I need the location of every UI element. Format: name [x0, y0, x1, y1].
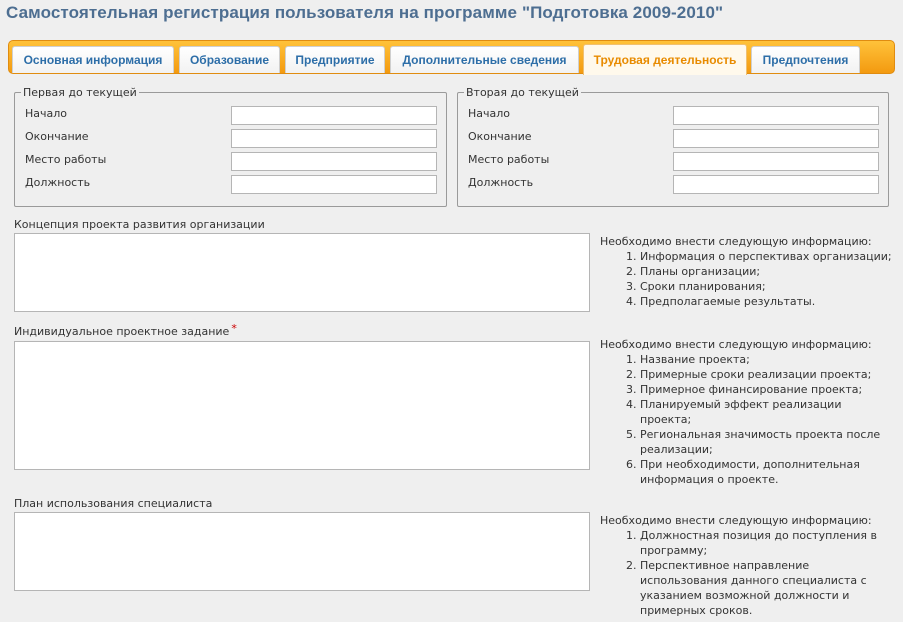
hint-item: 3. Примерное финансирование проекта;	[640, 382, 895, 397]
plan-textarea[interactable]	[14, 512, 590, 591]
job1-start-input[interactable]	[231, 106, 437, 125]
hint-item: 1. Должностная позиция до поступления в программу;	[640, 528, 895, 558]
hint-item: 2. Планы организации;	[640, 264, 895, 279]
plan-label: План использования специалиста	[14, 497, 213, 510]
hint-item: 4. Планируемый эффект реализации проекта;	[640, 397, 895, 427]
hint-item: 3. Сроки планирования;	[640, 279, 895, 294]
concept-hint	[600, 234, 895, 309]
hint-item: 5. Региональная значимость проекта после реализации;	[640, 427, 895, 457]
tab-work-activity[interactable]: Трудовая деятельность	[583, 44, 747, 75]
assignment-textarea[interactable]	[14, 341, 590, 470]
tab-preferences[interactable]: Предпочтения	[751, 46, 860, 73]
job1-position-input[interactable]	[231, 175, 437, 194]
job2-start-label: Начало	[468, 107, 511, 120]
assignment-label: Индивидуальное проектное задание	[14, 325, 230, 338]
hint-item: 2. Перспективное направление использования данного специалиста с указанием возможной должности и примерных сроков.	[640, 558, 895, 618]
job2-position-label: Должность	[468, 176, 534, 189]
tab-education[interactable]: Образование	[179, 46, 280, 73]
tab-bar	[8, 40, 895, 74]
job2-position-input[interactable]	[673, 175, 879, 194]
tab-enterprise[interactable]: Предприятие	[285, 46, 385, 73]
job2-legend: Вторая до текущей	[466, 86, 579, 99]
job1-workplace-input[interactable]	[231, 152, 437, 171]
job2-end-label: Окончание	[468, 130, 532, 143]
job2-workplace-input[interactable]	[673, 152, 879, 171]
job1-position-label: Должность	[25, 176, 91, 189]
hint-item: 6. При необходимости, дополнительная информация о проекте.	[640, 457, 895, 487]
job1-end-label: Окончание	[25, 130, 89, 143]
plan-hint	[600, 513, 895, 618]
hint-item: 2. Примерные сроки реализации проекта;	[640, 367, 895, 382]
hint-item: 1. Информация о перспективах организации;	[640, 249, 895, 264]
page-title: Самостоятельная регистрация пользователя на программе "Подготовка 2009-2010"	[6, 3, 724, 22]
concept-label: Концепция проекта развития организации	[14, 218, 265, 231]
job2-end-input[interactable]	[673, 129, 879, 148]
assignment-label-row	[14, 322, 237, 338]
job1-start-label: Начало	[25, 107, 68, 120]
plan-hint-title: Необходимо внести следующую информацию:	[600, 514, 872, 527]
job1-workplace-label: Место работы	[25, 153, 107, 166]
concept-textarea[interactable]	[14, 233, 590, 312]
hint-item: 4. Предполагаемые результаты.	[640, 294, 895, 309]
tab-additional-info[interactable]: Дополнительные сведения	[390, 46, 579, 73]
required-mark: *	[231, 322, 237, 335]
assignment-hint-title: Необходимо внести следующую информацию:	[600, 338, 872, 351]
job1-end-input[interactable]	[231, 129, 437, 148]
assignment-hint	[600, 337, 895, 487]
job2-start-input[interactable]	[673, 106, 879, 125]
job1-legend: Первая до текущей	[23, 86, 137, 99]
concept-hint-title: Необходимо внести следующую информацию:	[600, 235, 872, 248]
hint-item: 1. Название проекта;	[640, 352, 895, 367]
tab-basic-info[interactable]: Основная информация	[12, 46, 174, 73]
job2-workplace-label: Место работы	[468, 153, 550, 166]
